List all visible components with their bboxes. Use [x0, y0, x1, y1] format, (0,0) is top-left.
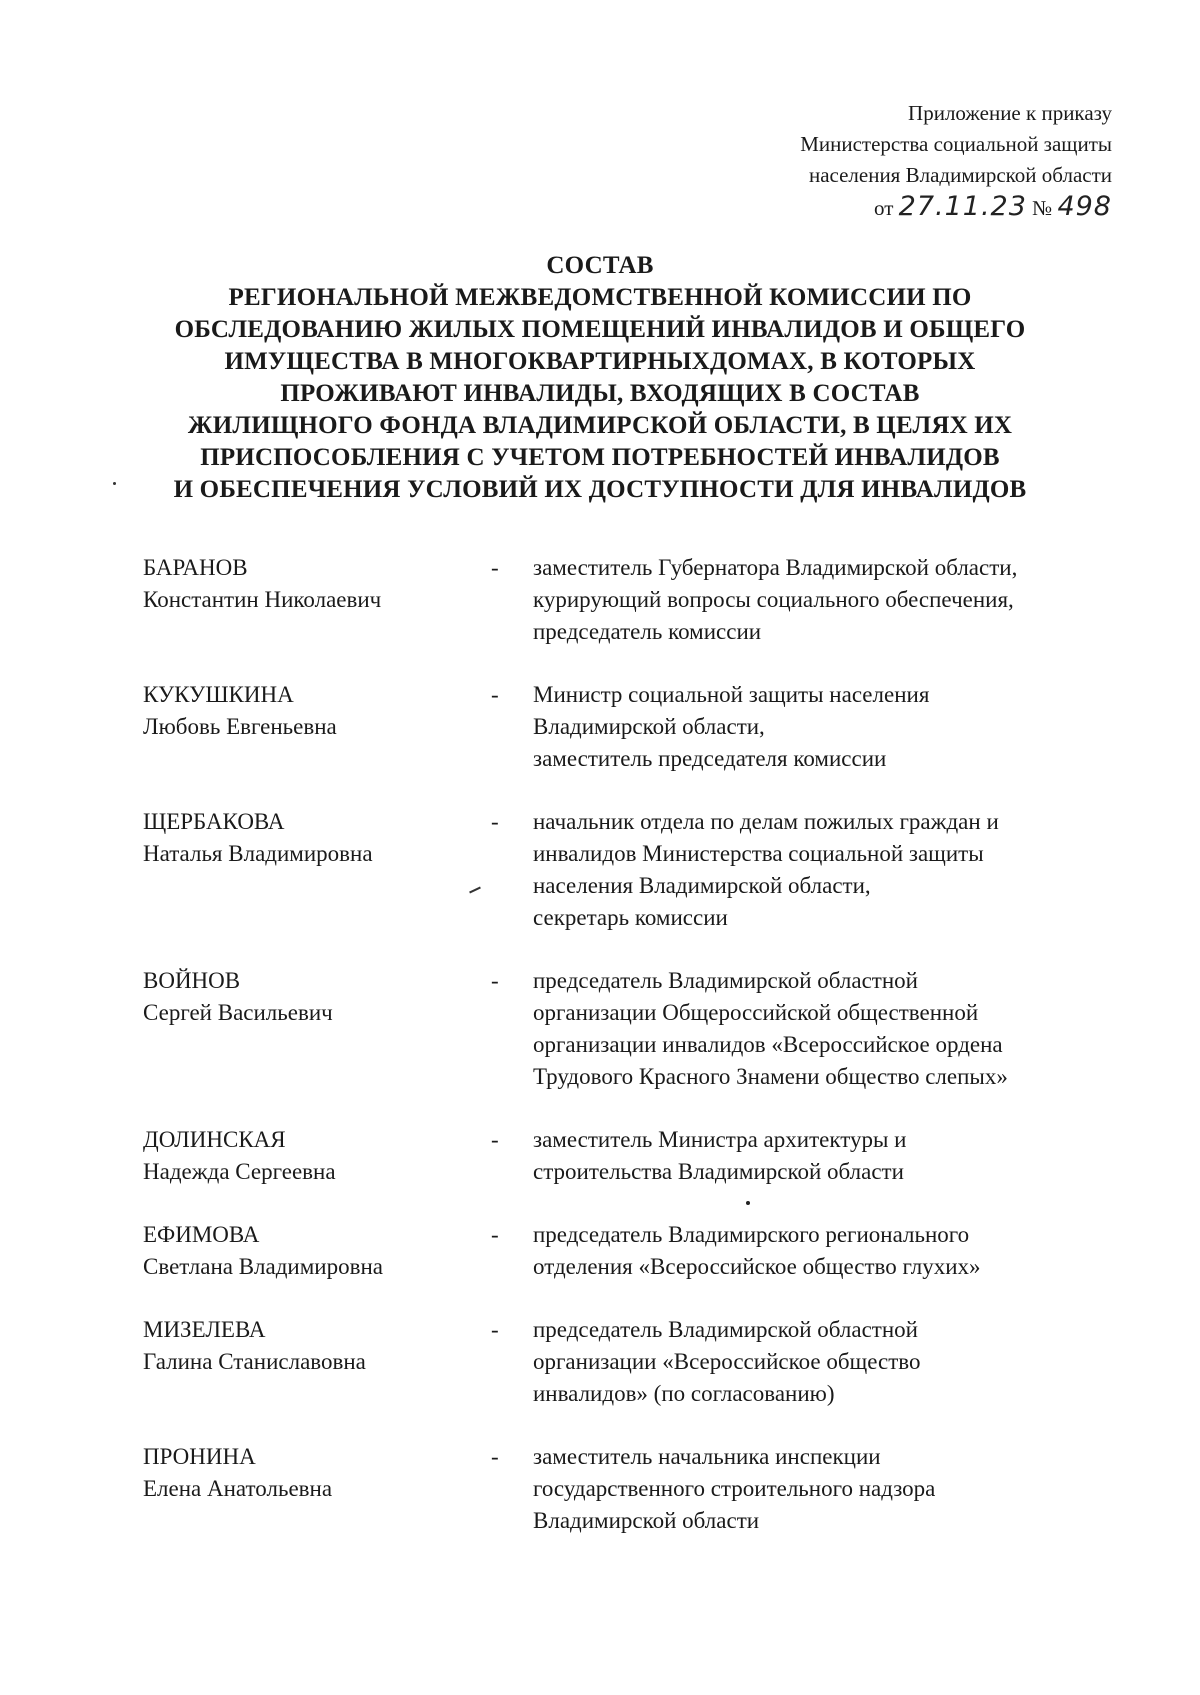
- number-prefix: №: [1032, 196, 1053, 220]
- member-entry: [143, 1441, 1143, 1537]
- role-line: начальник отдела по делам пожилых граждан и: [533, 809, 999, 834]
- member-name: [143, 552, 491, 648]
- role-line: Трудового Красного Знамени общество слепых»: [533, 1064, 1008, 1089]
- member-surname: БАРАНОВ: [143, 555, 248, 580]
- member-entry: [143, 1124, 1143, 1188]
- member-role: [533, 1314, 1143, 1410]
- member-role: [533, 1124, 1143, 1188]
- dash-separator: -: [491, 809, 499, 834]
- role-line: Владимирской области,: [533, 714, 765, 739]
- dash-separator: -: [491, 1222, 499, 1247]
- member-entry: [143, 552, 1143, 648]
- role-line: председатель комиссии: [533, 619, 762, 644]
- dash-separator: -: [491, 1317, 499, 1342]
- member-given-names: Сергей Васильевич: [143, 1000, 333, 1025]
- role-line: председатель Владимирской областной: [533, 968, 918, 993]
- role-line: организации инвалидов «Всероссийское ордена: [533, 1032, 1003, 1057]
- member-entry: [143, 806, 1143, 934]
- member-surname: ЕФИМОВА: [143, 1222, 260, 1247]
- member-role: [533, 552, 1143, 648]
- commission-members-list: [143, 552, 1143, 1568]
- order-attachment-header: [800, 98, 1112, 224]
- dash-separator: -: [491, 682, 499, 707]
- scan-speck: [746, 1201, 750, 1205]
- title-line: РЕГИОНАЛЬНОЙ МЕЖВЕДОМСТВЕННОЙ КОМИССИИ ПО: [228, 284, 972, 311]
- header-line-3: населения Владимирской области: [808, 163, 1112, 187]
- header-line-1: Приложение к приказу: [908, 101, 1112, 125]
- dash-separator: -: [491, 1444, 499, 1469]
- member-surname: ДОЛИНСКАЯ: [143, 1127, 286, 1152]
- member-given-names: Наталья Владимировна: [143, 841, 373, 866]
- member-role: [533, 806, 1143, 934]
- role-line: Владимирской области: [533, 1508, 760, 1533]
- role-line: Министр социальной защиты населения: [533, 682, 930, 707]
- member-role: [533, 1219, 1143, 1283]
- role-line: председатель Владимирского регионального: [533, 1222, 970, 1247]
- role-line: секретарь комиссии: [533, 905, 728, 930]
- member-role: [533, 1441, 1143, 1537]
- title-line: ОБСЛЕДОВАНИЮ ЖИЛЫХ ПОМЕЩЕНИЙ ИНВАЛИДОВ И ОБЩЕГО: [174, 316, 1026, 343]
- member-name: [143, 679, 491, 775]
- role-line: заместитель Министра архитектуры и: [533, 1127, 907, 1152]
- title-line: И ОБЕСПЕЧЕНИЯ УСЛОВИЙ ИХ ДОСТУПНОСТИ ДЛЯ ИНВАЛИДОВ: [173, 476, 1027, 503]
- member-surname: ЩЕРБАКОВА: [143, 809, 285, 834]
- member-given-names: Галина Станиславовна: [143, 1349, 366, 1374]
- member-entry: [143, 679, 1143, 775]
- member-role: [533, 679, 1143, 775]
- member-given-names: Константин Николаевич: [143, 587, 382, 612]
- member-role: [533, 965, 1143, 1093]
- title-line: ЖИЛИЩНОГО ФОНДА ВЛАДИМИРСКОЙ ОБЛАСТИ, В ЦЕЛЯХ ИХ: [187, 412, 1013, 439]
- dash-separator: -: [491, 555, 499, 580]
- role-line: организации Общероссийской общественной: [533, 1000, 979, 1025]
- member-given-names: Надежда Сергеевна: [143, 1159, 336, 1184]
- member-name: [143, 1441, 491, 1537]
- role-line: государственного строительного надзора: [533, 1476, 936, 1501]
- member-entry: [143, 1219, 1143, 1283]
- member-entry: [143, 1314, 1143, 1410]
- role-line: курирующий вопросы социального обеспечения,: [533, 587, 1014, 612]
- member-name: [143, 965, 491, 1093]
- member-name: [143, 1219, 491, 1283]
- role-line: председатель Владимирской областной: [533, 1317, 918, 1342]
- role-line: инвалидов» (по согласованию): [533, 1381, 835, 1406]
- role-line: заместитель председателя комиссии: [533, 746, 887, 771]
- title-line: ПРИСПОСОБЛЕНИЯ С УЧЕТОМ ПОТРЕБНОСТЕЙ ИНВАЛИДОВ: [200, 444, 1000, 471]
- member-surname: ВОЙНОВ: [143, 968, 241, 993]
- handwritten-number: 498: [1057, 191, 1112, 222]
- dash-separator: -: [491, 1127, 499, 1152]
- member-surname: МИЗЕЛЕВА: [143, 1317, 266, 1342]
- member-name: [143, 1314, 491, 1410]
- member-name: [143, 806, 491, 934]
- role-line: отделения «Всероссийское общество глухих»: [533, 1254, 981, 1279]
- date-prefix: от: [874, 196, 894, 220]
- role-line: заместитель начальника инспекции: [533, 1444, 881, 1469]
- member-name: [143, 1124, 491, 1188]
- member-surname: КУКУШКИНА: [143, 682, 294, 707]
- role-line: населения Владимирской области,: [533, 873, 871, 898]
- dash-separator: -: [491, 968, 499, 993]
- document-title: [100, 250, 1100, 506]
- role-line: организации «Всероссийское общество: [533, 1349, 921, 1374]
- title-line: ИМУЩЕСТВА В МНОГОКВАРТИРНЫХДОМАХ, В КОТОРЫХ: [224, 348, 976, 375]
- handwritten-date: 27.11.23: [898, 191, 1027, 222]
- member-surname: ПРОНИНА: [143, 1444, 256, 1469]
- order-date-number-line: [800, 191, 1112, 224]
- header-line-2: Министерства социальной защиты: [800, 132, 1112, 156]
- title-line: СОСТАВ: [546, 252, 654, 279]
- title-line: ПРОЖИВАЮТ ИНВАЛИДЫ, ВХОДЯЩИХ В СОСТАВ: [280, 380, 920, 407]
- member-given-names: Елена Анатольевна: [143, 1476, 333, 1501]
- member-given-names: Любовь Евгеньевна: [143, 714, 337, 739]
- member-given-names: Светлана Владимировна: [143, 1254, 383, 1279]
- role-line: заместитель Губернатора Владимирской области,: [533, 555, 1018, 580]
- scan-speck: [113, 482, 116, 485]
- role-line: строительства Владимирской области: [533, 1159, 904, 1184]
- role-line: инвалидов Министерства социальной защиты: [533, 841, 984, 866]
- member-entry: [143, 965, 1143, 1093]
